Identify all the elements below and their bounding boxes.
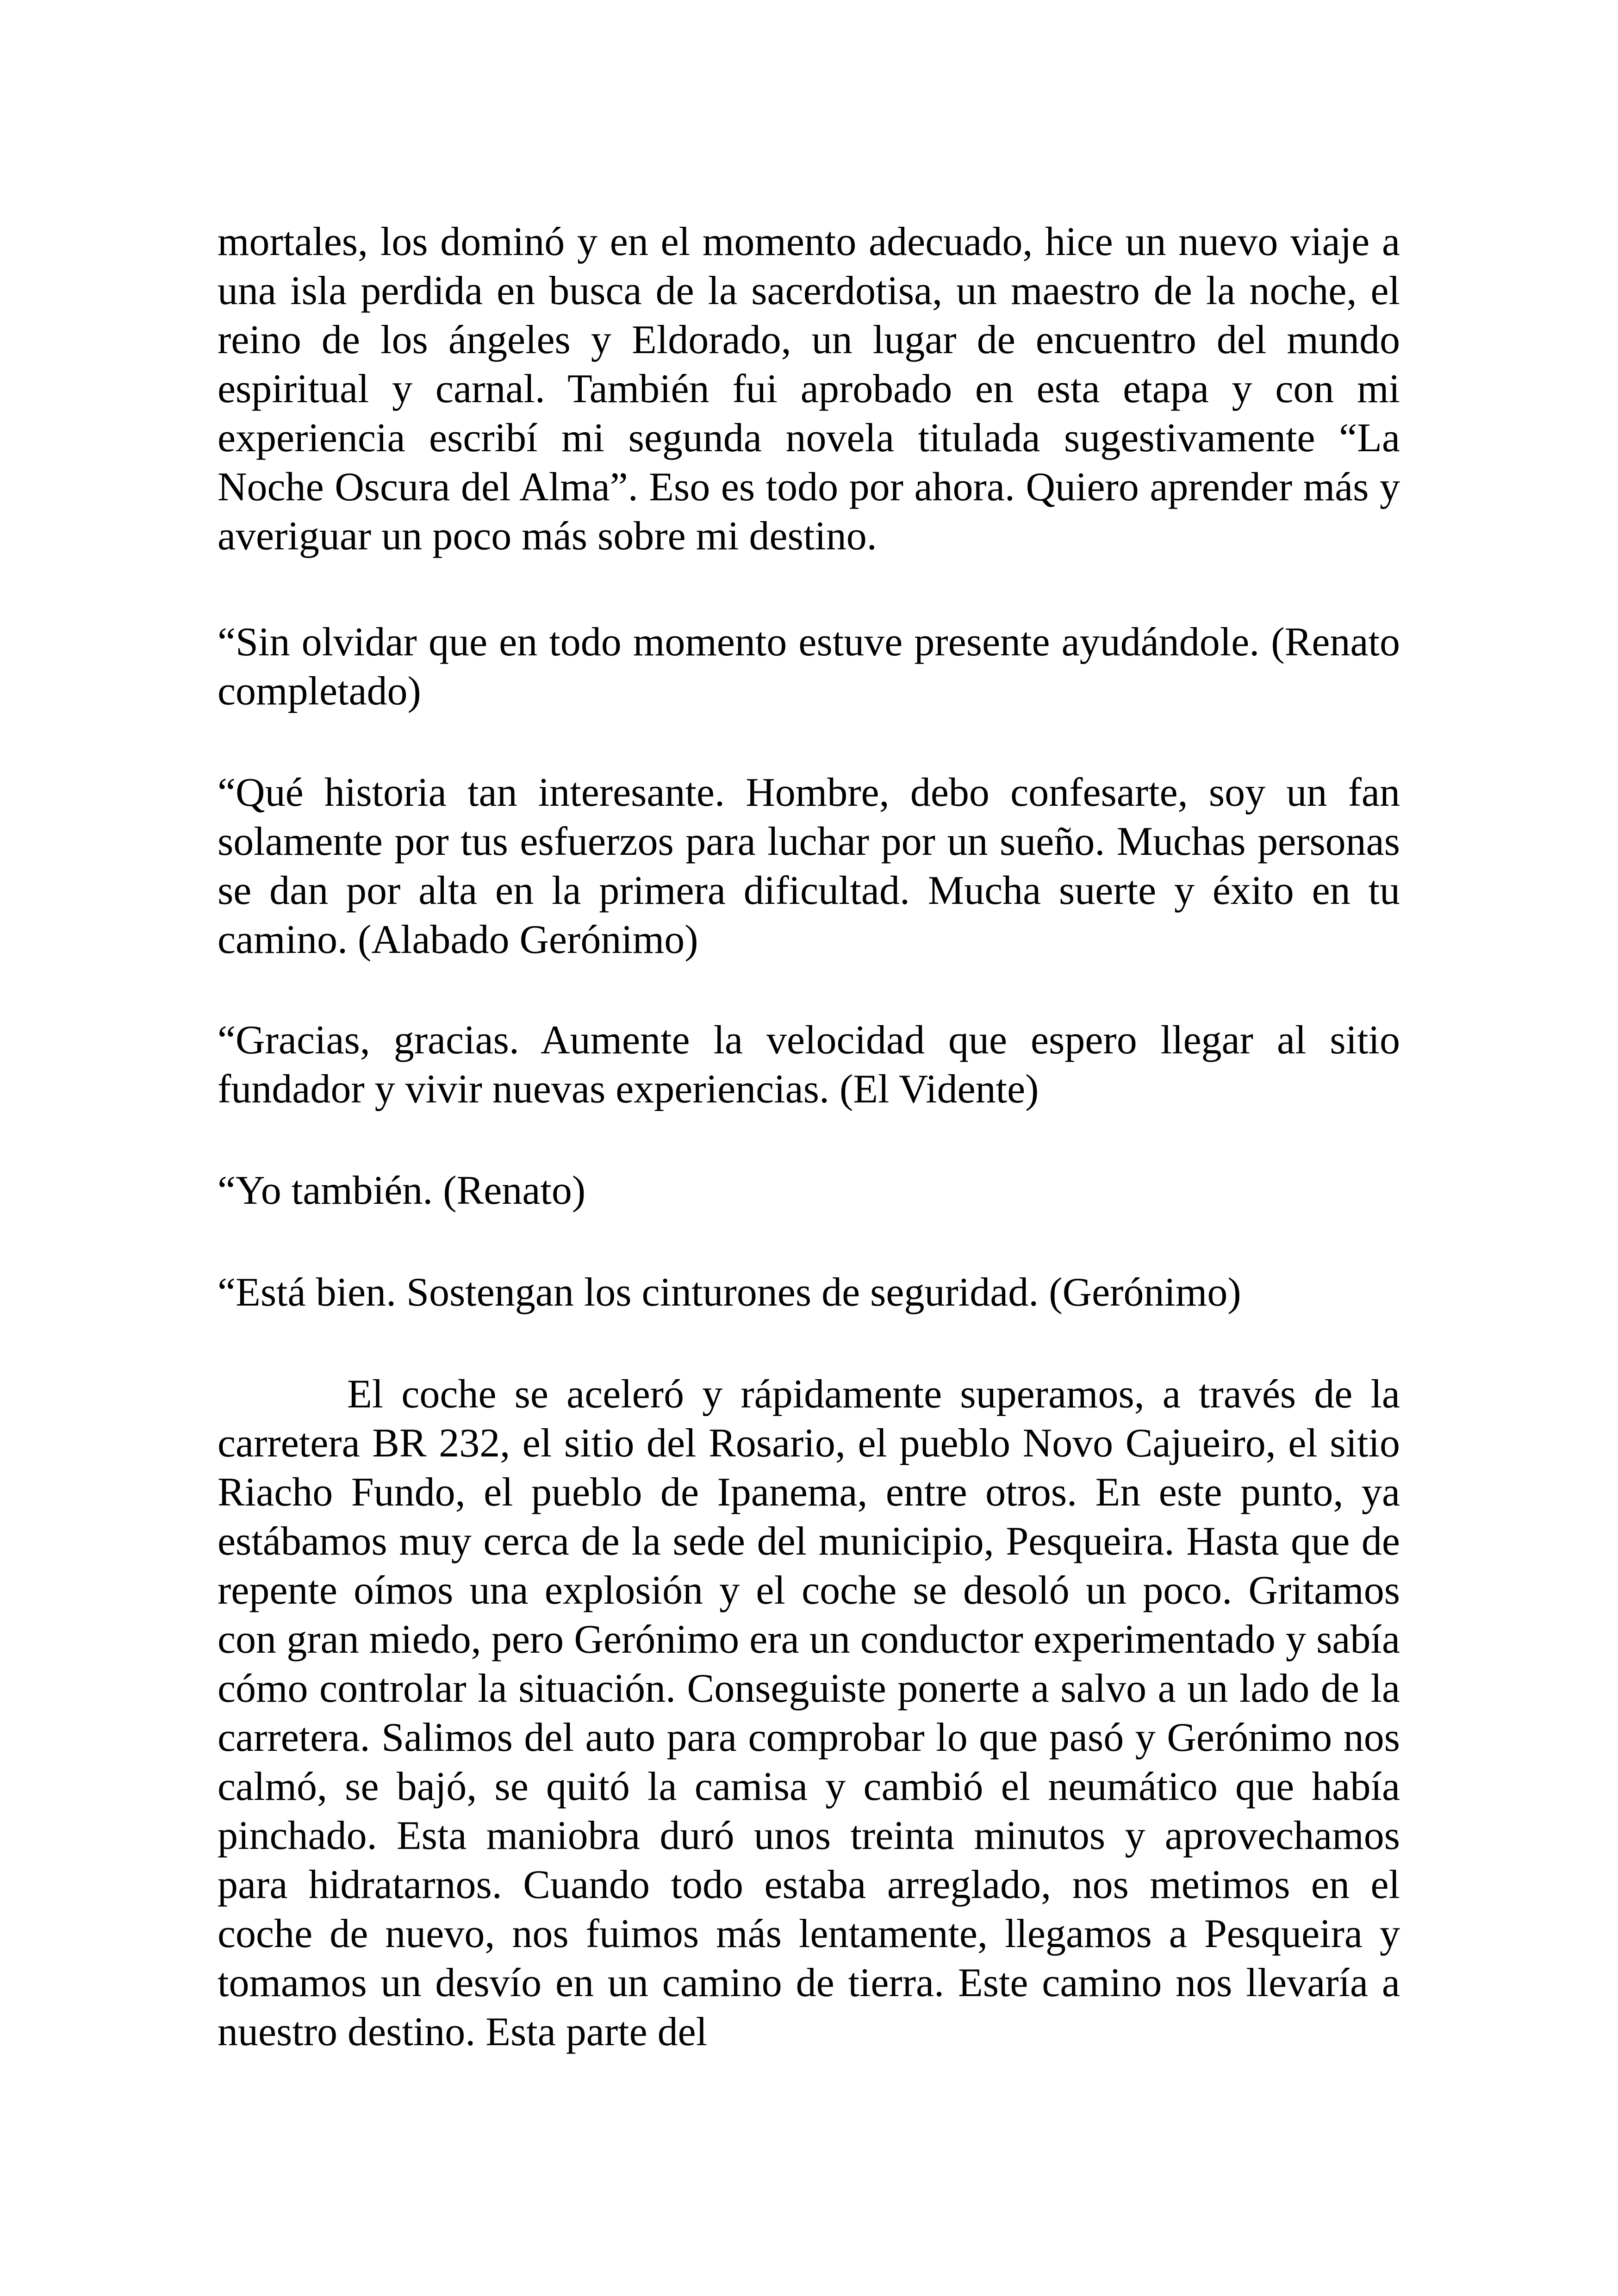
paragraph-dialogue-geronimo-short: [218, 1268, 1400, 1317]
paragraph-narration-car: [218, 1370, 1400, 2057]
paragraph-text: “Yo también. (Renato): [218, 1168, 586, 1213]
paragraph-dialogue-renato: [218, 618, 1400, 716]
paragraph-dialogue-vidente: [218, 1016, 1400, 1114]
paragraph-text: “Qué historia tan interesante. Hombre, debo confesarte, soy un fan solamente por tus esfuerzos para luchar por un sueño. Muchas personas se dan por alta en la primera dificultad. Mucha suerte y éxito en tu camino. (Alabado Gerónimo): [218, 770, 1400, 962]
paragraph-text: “Gracias, gracias. Aumente la velocidad que espero llegar al sitio fundador y vivir nuevas experiencias. (El Vidente): [218, 1018, 1400, 1112]
paragraph-text: “Está bien. Sostengan los cinturones de seguridad. (Gerónimo): [218, 1270, 1241, 1315]
paragraph-dialogue-renato-short: [218, 1166, 1400, 1215]
paragraph-text: El coche se aceleró y rápidamente superamos, a través de la carretera BR 232, el sitio del Rosario, el pueblo Novo Cajueiro, el sitio Riacho Fundo, el pueblo de Ipanema, entre otros. En este punto, ya estábamos muy cerca de la sede del municipio, Pesqueira. Hasta que de repente oímos una explosión y el coche se desoló un poco. Gritamos con gran miedo, pero Gerónimo era un conductor experimentado y sabía cómo controlar la situación. Conseguiste ponerte a salvo a un lado de la carretera. Salimos del auto para comprobar lo que pasó y Gerónimo nos calmó, se bajó, se quitó la camisa y cambió el neumático que había pinchado. Esta maniobra duró unos treinta minutos y aprovechamos para hidratarnos. Cuando todo estaba arreglado, nos metimos en el coche de nuevo, nos fuimos más lentamente, llegamos a Pesqueira y tomamos un desvío en un camino de tierra. Este camino nos llevaría a nuestro destino. Esta parte del: [218, 1372, 1400, 2054]
paragraph-dialogue-geronimo: [218, 768, 1400, 964]
paragraph-text: mortales, los dominó y en el momento adecuado, hice un nuevo viaje a una isla perdida en busca de la sacerdotisa, un maestro de la noche, el reino de los ángeles y Eldorado, un lugar de encuentro del mundo espiritual y carnal. También fui aprobado en esta etapa y con mi experiencia escribí mi segunda novela titulada sugestivamente “La Noche Oscura del Alma”. Eso es todo por ahora. Quiero aprender más y averiguar un poco más sobre mi destino.: [218, 219, 1400, 559]
paragraph-narration-intro: [218, 218, 1400, 561]
paragraph-text: “Sin olvidar que en todo momento estuve presente ayudándole. (Renato completado): [218, 620, 1400, 714]
